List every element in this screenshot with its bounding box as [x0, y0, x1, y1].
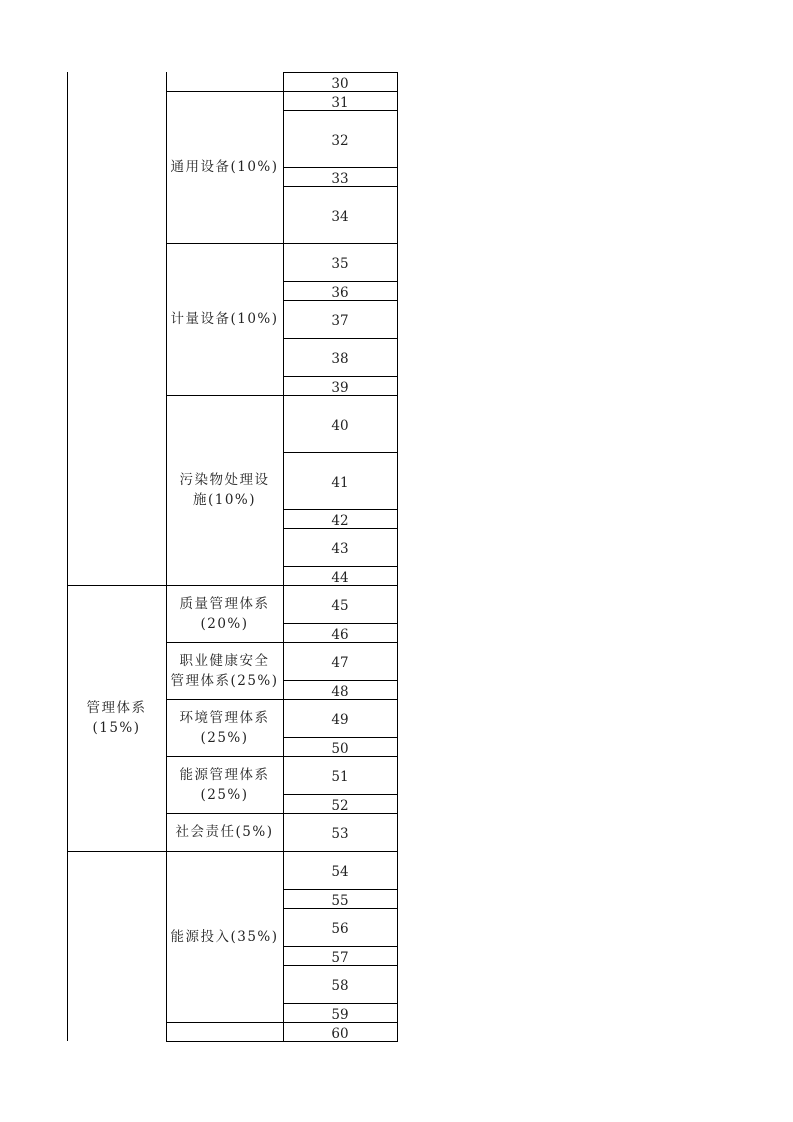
subcategory-label: 污染物处理设 施(10%): [179, 472, 270, 508]
row-number: 60: [331, 1025, 349, 1042]
row-number: 32: [331, 132, 349, 149]
row-number: 33: [331, 170, 349, 187]
column-divider: [67, 72, 68, 1041]
row-number: 46: [331, 626, 349, 643]
row-number: 51: [331, 769, 349, 785]
row-number: 36: [331, 284, 349, 301]
row-number: 40: [331, 417, 349, 434]
row-number: 48: [331, 683, 349, 700]
subcategory-label: 职业健康安全 管理体系(25%): [170, 652, 279, 689]
row-number: 56: [331, 921, 349, 937]
subcategory-label: 能源投入(35%): [170, 928, 279, 945]
row-number: 49: [331, 712, 349, 728]
row-number: 47: [331, 655, 349, 671]
row-number: 54: [331, 864, 349, 880]
subcategory-label: 社会责任(5%): [175, 824, 274, 840]
subcategory-label: 质量管理体系 (20%): [179, 595, 270, 632]
category-label: 管理体系 (15%): [86, 700, 147, 736]
row-number: 55: [331, 892, 349, 909]
row-number: 41: [331, 474, 349, 491]
row-number: 45: [331, 598, 349, 614]
row-number: 43: [331, 541, 349, 557]
row-number: 39: [331, 379, 349, 396]
row-number: 44: [331, 569, 349, 586]
row-number: 35: [331, 256, 349, 272]
row-number: 52: [331, 797, 349, 814]
row-number: 50: [331, 740, 349, 757]
row-divider: [166, 1041, 283, 1042]
row-number: 58: [331, 978, 349, 994]
row-number: 53: [331, 826, 349, 842]
row-number: 37: [331, 313, 349, 329]
row-number: 59: [331, 1006, 349, 1023]
subcategory-label: 环境管理体系 (25%): [179, 709, 270, 746]
column-divider: [397, 72, 398, 1042]
row-number: 34: [331, 208, 349, 225]
row-divider: [67, 851, 166, 852]
subcategory-label: 通用设备(10%): [170, 159, 279, 175]
row-number: 42: [331, 512, 349, 529]
row-number: 57: [331, 949, 349, 966]
row-divider: [166, 1022, 283, 1023]
row-number: 31: [331, 94, 349, 111]
subcategory-label: 能源管理体系 (25%): [179, 766, 270, 803]
row-number: 38: [331, 351, 349, 367]
row-number: 30: [331, 75, 349, 92]
subcategory-label: 计量设备(10%): [170, 311, 279, 327]
